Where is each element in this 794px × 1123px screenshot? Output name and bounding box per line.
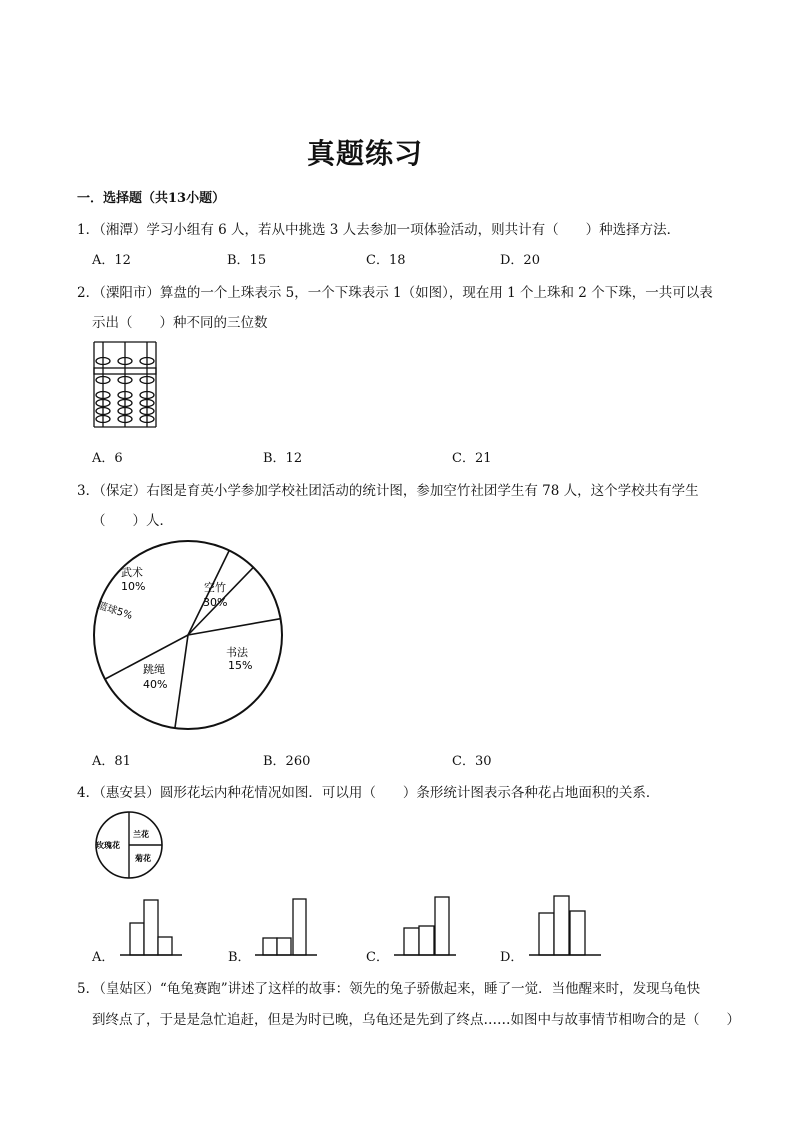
pie-pct-shufa: 15%: [228, 659, 253, 672]
q4-option-b[interactable]: B．: [228, 950, 251, 965]
q2-option-c[interactable]: C．21: [452, 451, 492, 466]
bar: [570, 911, 585, 955]
abacus-figure: [90, 338, 160, 430]
q4-bar-graph-a: [118, 895, 188, 957]
question-2-text: 2．（溧阳市）算盘的一个上珠表示 5，一个下珠表示 1（如图），现在用 1 个上珠和 2 个下珠，一共可以表: [77, 285, 713, 301]
question-3-text: 3．（保定）右图是育英小学参加学校社团活动的统计图，参加空竹社团学生有 78 人，这个学校共有学生: [77, 483, 699, 499]
question-5-text: 5．（皇姑区）“龟兔赛跑”讲述了这样的故事：领先的兔子骄傲起来，睡了一觉．当他醒来时，发现乌龟快: [77, 981, 701, 997]
pie-pct-wushu: 10%: [121, 580, 146, 593]
q4-bar-graph-b: [253, 895, 323, 957]
q2-option-b[interactable]: B．12: [263, 451, 303, 466]
page-title: 真题练习: [306, 137, 423, 170]
bar: [539, 913, 554, 955]
flower-bed-figure: [92, 810, 166, 880]
bar: [130, 923, 144, 955]
bar: [419, 926, 434, 955]
q4-bar-graph-c: [392, 895, 462, 957]
question-5-text-line2: 到终点了，于是是急忙追赶，但是为时已晚，乌龟还是先到了终点……如图中与故事情节相吻合的是（ ）: [92, 1012, 740, 1028]
flower-label-juhua: 菊花: [135, 854, 151, 863]
q3-option-c[interactable]: C．30: [452, 754, 492, 769]
bar: [293, 899, 306, 955]
section-heading: 一．选择题（共13小题）: [77, 191, 226, 206]
club-pie-chart: [88, 538, 288, 738]
pie-label-tiaosheng: 跳绳: [143, 663, 165, 676]
q4-option-c[interactable]: C．: [366, 950, 389, 965]
bar: [144, 900, 158, 955]
bar: [554, 896, 569, 955]
q1-option-d[interactable]: D．20: [500, 253, 540, 268]
pie-label-kongzhu: 空竹: [204, 581, 226, 594]
bar: [158, 937, 172, 955]
q1-option-b[interactable]: B．15: [227, 253, 267, 268]
pie-pct-kongzhu: 30%: [203, 596, 228, 609]
q2-option-a[interactable]: A．6: [92, 451, 123, 466]
q1-option-a[interactable]: A．12: [92, 253, 131, 268]
q1-option-c[interactable]: C．18: [366, 253, 406, 268]
bar: [277, 938, 291, 955]
pie-label-shufa: 书法: [226, 646, 248, 659]
pie-pct-tiaosheng: 40%: [143, 678, 168, 691]
flower-label-meiguihua: 玫瑰花: [96, 841, 120, 850]
bar: [435, 897, 449, 955]
q4-option-d[interactable]: D．: [500, 950, 524, 965]
q4-bar-graph-d: [527, 893, 607, 957]
pie-label-lanqiu: 篮球5%: [96, 600, 134, 622]
question-4-text: 4．（惠安县）圆形花坛内种花情况如图．可以用（ ）条形统计图表示各种花占地面积的关系．: [77, 785, 660, 801]
question-2-text-line2: 示出（ ）种不同的三位数: [92, 315, 268, 331]
bar: [263, 938, 277, 955]
pie-slice-boundary-书法: [175, 635, 188, 728]
q3-option-b[interactable]: B．260: [263, 754, 311, 769]
bar: [404, 928, 419, 955]
question-1-text: 1．（湘潭）学习小组有 6 人，若从中挑选 3 人去参加一项体验活动，则共计有（ ）种选择方法．: [77, 222, 681, 238]
q3-option-a[interactable]: A．81: [92, 754, 131, 769]
pie-label-wushu: 武术: [121, 566, 143, 579]
question-3-text-line2: （ ）人．: [92, 513, 173, 529]
q4-option-a[interactable]: A．: [92, 950, 115, 965]
flower-label-lanhua: 兰花: [133, 830, 149, 839]
